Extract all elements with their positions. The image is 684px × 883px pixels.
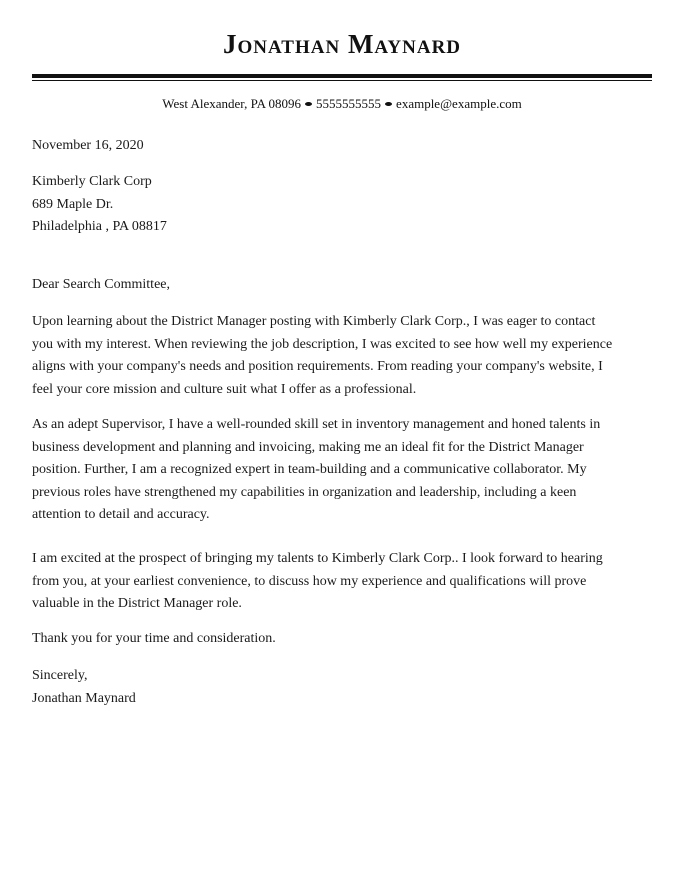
recipient-block <box>32 171 654 239</box>
paragraph-line: feel your core mission and culture suit what I offer as a professional. <box>32 381 417 397</box>
bullet-separator-icon <box>385 102 392 106</box>
paragraph-line: previous roles have strengthened my capabilities in organization and leadership, including a keen <box>32 484 577 500</box>
letter-greeting: Dear Search Committee, <box>32 277 171 292</box>
bullet-separator-icon <box>305 102 312 106</box>
header-rule-thick <box>32 74 652 78</box>
letter-closing: Sincerely, <box>32 668 88 683</box>
header-name: Jonathan Maynard <box>222 29 462 59</box>
paragraph-line: valuable in the District Manager role. <box>32 596 242 611</box>
paragraph-line: position. Further, I am a recognized expert in team-building and a communicative collaborator. My <box>32 462 587 477</box>
paragraph-1 <box>32 311 654 401</box>
paragraph-line: business development and planning and invoicing, making me an ideal fit for the District Manager <box>32 439 584 455</box>
paragraph-line: I am excited at the prospect of bringing my talents to Kimberly Clark Corp.. I look forward to hearing <box>32 551 603 566</box>
letter-signature: Jonathan Maynard <box>32 690 136 706</box>
paragraph-line: Thank you for your time and consideration. <box>32 631 276 646</box>
recipient-city-state: Philadelphia , PA 08817 <box>32 219 167 234</box>
paragraph-line: As an adept Supervisor, I have a well-rounded skill set in inventory management and honed talents in <box>32 417 601 432</box>
paragraph-line: you with my interest. When reviewing the job description, I was excited to see how well my experience <box>32 336 613 352</box>
contact-phone: 5555555555 <box>316 96 382 111</box>
contact-address: West Alexander, PA 08096 <box>162 96 302 111</box>
paragraph-line: attention to detail and accuracy. <box>32 507 210 522</box>
recipient-company: Kimberly Clark Corp <box>32 174 152 189</box>
paragraph-3 <box>32 548 654 616</box>
paragraph-line: aligns with your company's needs and position requirements. From reading your company's website, I <box>32 359 603 374</box>
paragraph-line: from you, at your earliest convenience, to discuss how my experience and qualifications will prove <box>32 573 587 589</box>
paragraph-2 <box>32 414 654 527</box>
header-rule-thin <box>32 80 652 81</box>
contact-email: example@example.com <box>396 96 522 111</box>
paragraph-4 <box>32 628 654 651</box>
contact-line <box>0 95 684 113</box>
recipient-street: 689 Maple Dr. <box>32 196 114 212</box>
paragraph-line: Upon learning about the District Manager posting with Kimberly Clark Corp., I was eager to contact <box>32 314 596 329</box>
letter-date: November 16, 2020 <box>32 138 144 153</box>
closing-block <box>32 665 654 710</box>
